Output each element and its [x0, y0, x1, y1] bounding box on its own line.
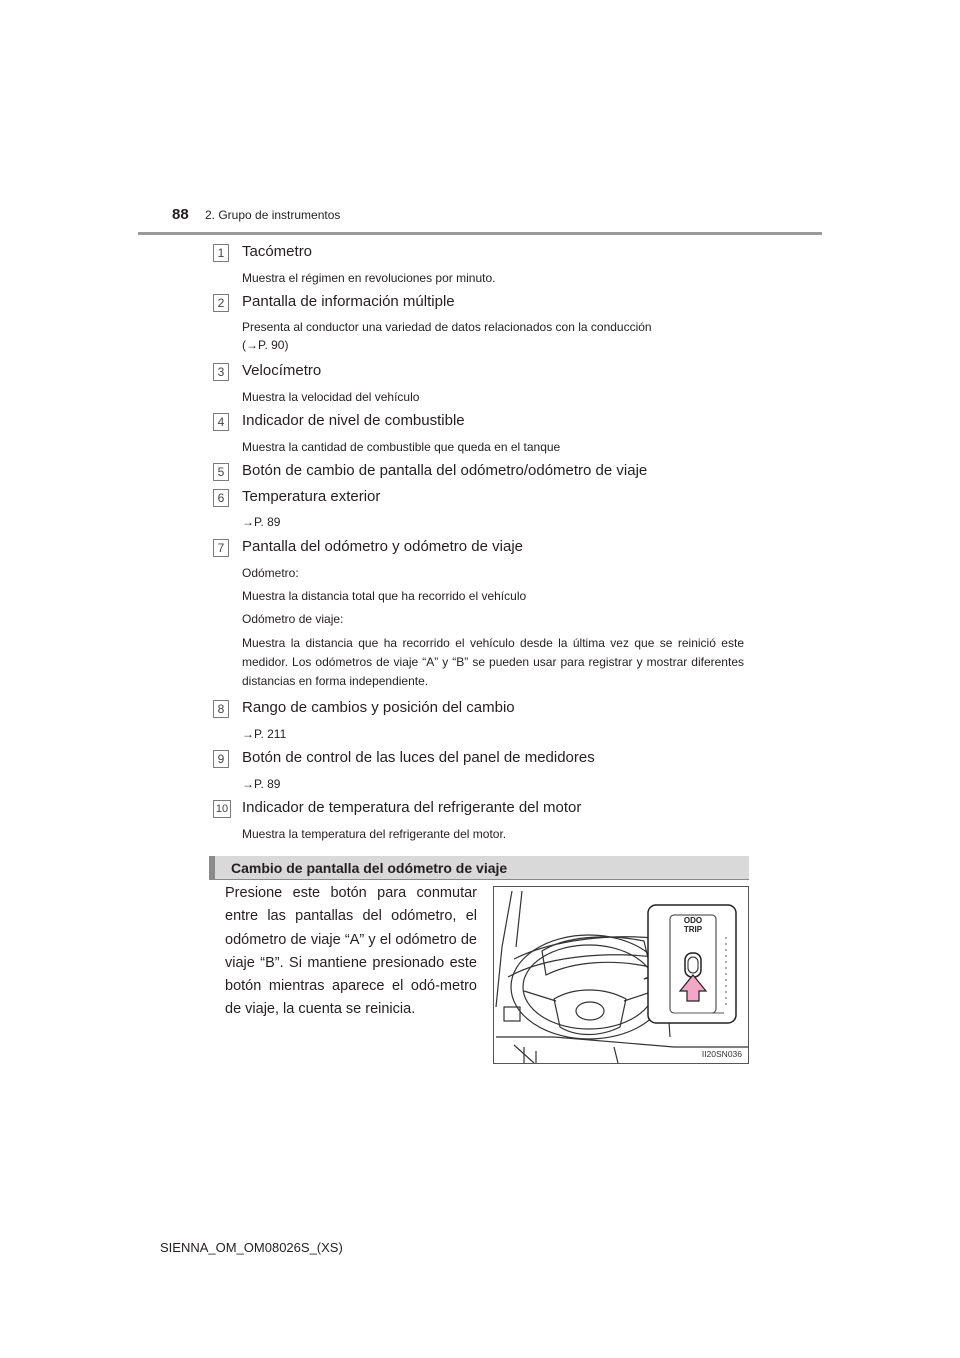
item-title: Indicador de nivel de combustible: [242, 412, 465, 429]
item-title: Botón de control de las luces del panel de medidores: [242, 749, 595, 766]
footer-code: SIENNA_OM_OM08026S_(XS): [160, 1240, 343, 1255]
item-description: Muestra la distancia que ha recorrido el vehículo desde la última vez que se reinició este medidor. Los odómetros de viaje “A” y “B” se pueden usar para registrar y mostrar diferentes distancias en forma independiente.: [242, 636, 744, 688]
item-title: Indicador de temperatura del refrigerante del motor: [242, 799, 582, 816]
page-number: 88: [172, 206, 189, 223]
item-title: Pantalla del odómetro y odómetro de viaje: [242, 538, 524, 555]
figure-code: II20SN036: [701, 1049, 742, 1059]
item-number-badge: 5: [213, 463, 229, 481]
item-number-badge: 6: [213, 489, 229, 507]
dashboard-illustration: [493, 886, 749, 1064]
item-title: Pantalla de información múltiple: [242, 293, 455, 310]
page-reference: →P. 211: [242, 727, 287, 741]
item-number-badge: 1: [213, 244, 229, 262]
item-number-badge: 4: [213, 413, 229, 431]
page-reference: →P. 89: [242, 515, 281, 529]
item-description: Odómetro:: [242, 566, 299, 580]
item-description: Muestra el régimen en revoluciones por minuto.: [242, 271, 496, 285]
item-title: Botón de cambio de pantalla del odómetro/odómetro de viaje: [242, 462, 648, 479]
item-number-badge: 7: [213, 539, 229, 557]
header-rule: [138, 232, 822, 235]
item-description: Muestra la temperatura del refrigerante del motor.: [242, 827, 507, 841]
subsection-title: Cambio de pantalla del odómetro de viaje: [231, 860, 508, 876]
subsection-header: [209, 856, 749, 880]
item-title: Temperatura exterior: [242, 488, 381, 505]
section-title: 2. Grupo de instrumentos: [205, 208, 341, 222]
page-reference: →P. 89: [242, 777, 281, 791]
item-number-badge: 2: [213, 294, 229, 312]
item-number-badge: 9: [213, 750, 229, 768]
trip-label: TRIP: [683, 925, 703, 934]
item-description: Muestra la cantidad de combustible que queda en el tanque: [242, 440, 561, 454]
item-description: Presenta al conductor una variedad de datos relacionados con la conducción: [242, 320, 652, 334]
item-title: Tacómetro: [242, 243, 313, 260]
odo-label: ODO: [683, 916, 703, 925]
subsection-body: Presione este botón para conmutar entre las pantallas del odómetro, el odómetro de viaje “A” y el odómetro de viaje “B”. Si mantiene presionado este botón mientras aparece el odó-metro de viaje, la cuenta se reinicia.: [225, 885, 477, 1018]
item-title: Velocímetro: [242, 362, 322, 379]
item-number-badge: 10: [213, 800, 231, 818]
item-description: Muestra la velocidad del vehículo: [242, 390, 420, 404]
item-title: Rango de cambios y posición del cambio: [242, 699, 515, 716]
item-number-badge: 8: [213, 700, 229, 718]
dashboard-drawing: [494, 887, 748, 1063]
item-description: Muestra la distancia total que ha recorrido el vehículo: [242, 589, 527, 603]
item-number-badge: 3: [213, 363, 229, 381]
item-description: Odómetro de viaje:: [242, 612, 344, 626]
page-reference: (→P. 90): [242, 338, 289, 352]
subsection-rule: [209, 879, 749, 880]
